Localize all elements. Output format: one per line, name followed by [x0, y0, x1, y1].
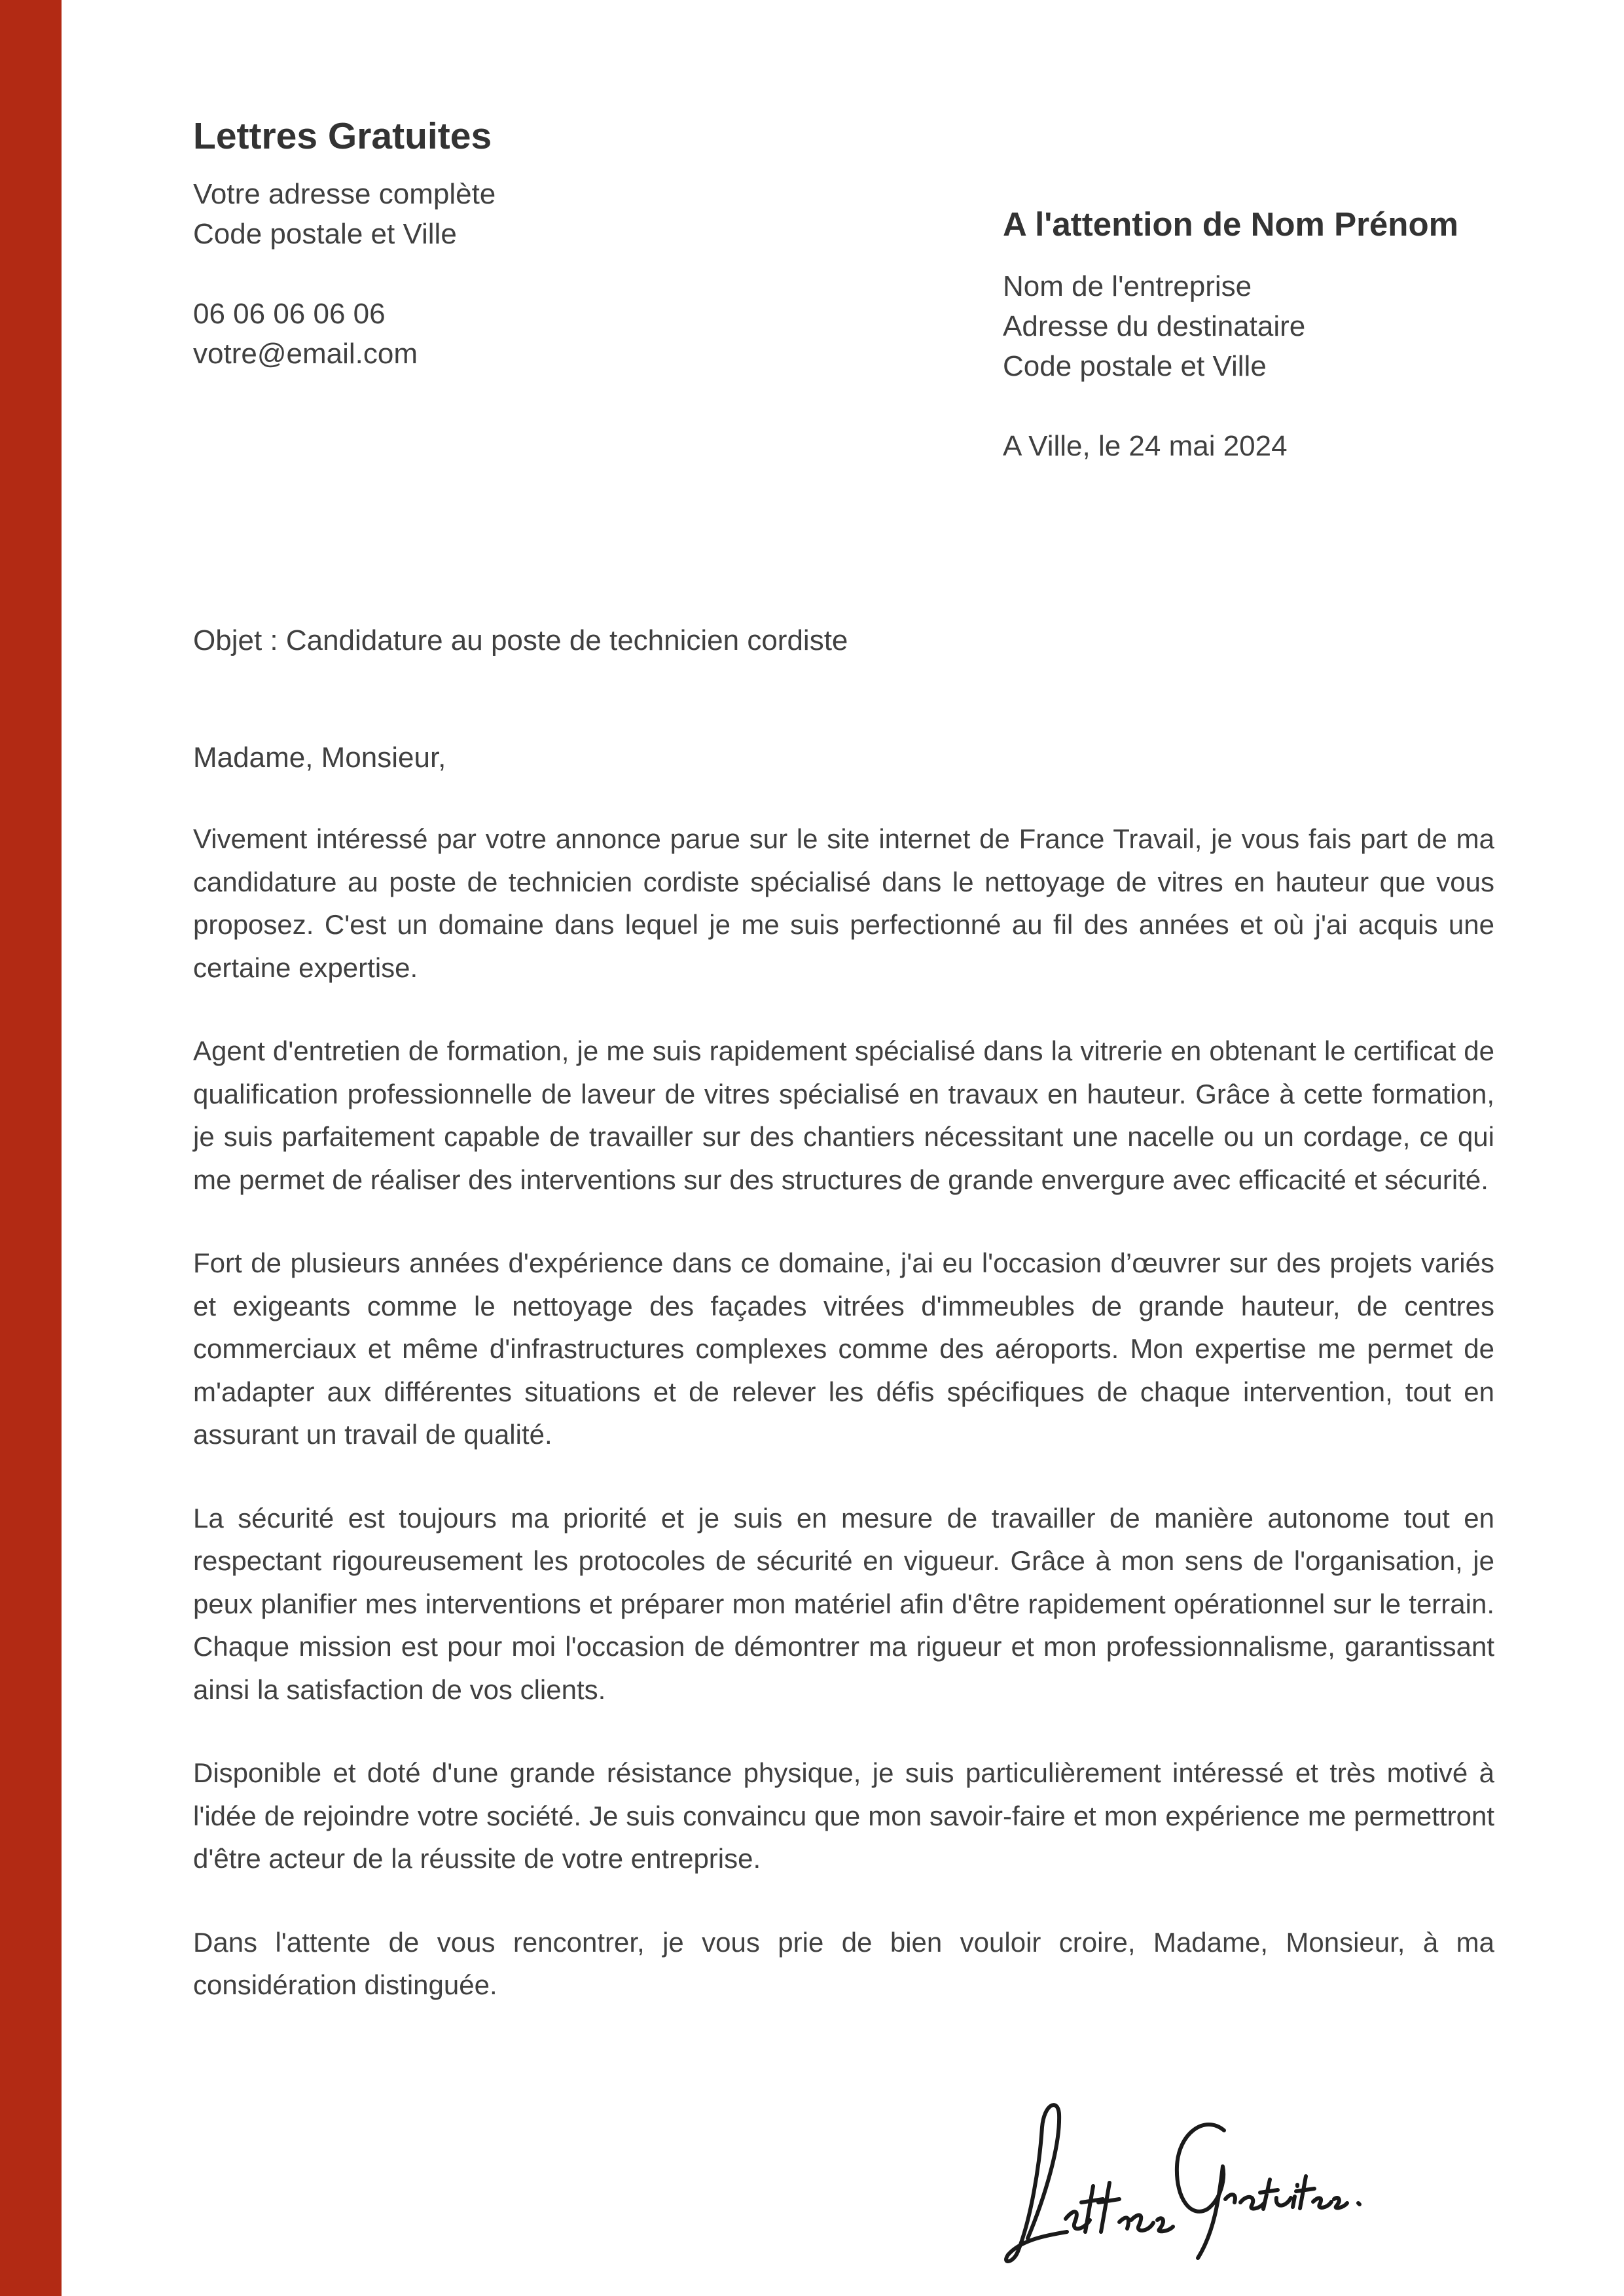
spacer [193, 254, 782, 294]
sender-name: Lettres Gratuites [193, 115, 492, 157]
date-line: A Ville, le 24 mai 2024 [1003, 430, 1288, 462]
sender-block [193, 110, 782, 374]
accent-side-bar [0, 0, 62, 2296]
letter-subject: Objet : Candidature au poste de technicien cordiste [193, 624, 848, 656]
recipient-block [1003, 201, 1592, 466]
spacer [1003, 386, 1592, 426]
recipient-address: Adresse du destinataire [1003, 310, 1306, 342]
sender-address-line1: Votre adresse complète [193, 178, 496, 210]
recipient-city: Code postale et Ville [1003, 350, 1267, 382]
sender-phone: 06 06 06 06 06 [193, 298, 386, 330]
salutation: Madame, Monsieur, [193, 742, 446, 774]
paragraph-4: La sécurité est toujours ma priorité et je suis en mesure de travailler de manière autonome tout en respectant rigoureusement les protocoles de sécurité en vigueur. Grâce à mon sens de l'organisation, je peux planifier mes interventions et préparer mon matériel afin d'être rapidement opérationnel sur le terrain. Chaque mission est pour moi l'occasion de démontrer ma rigueur et mon professionnalisme, garantissant ainsi la satisfaction de vos clients. [193, 1502, 1494, 1705]
sender-address-line2: Code postale et Ville [193, 218, 457, 250]
paragraph-3: Fort de plusieurs années d'expérience dans ce domaine, j'ai eu l'occasion d’œuvrer sur des projets variés et exigeants comme le nettoyage des façades vitrées d'immeubles de grande hauteur, de centres commerciaux et même d'infrastructures complexes comme des aéroports. Mon expertise me permet de m'adapter aux différentes situations et de relever les défis spécifiques de chaque intervention, tout en assurant un travail de qualité. [193, 1247, 1494, 1450]
sender-email: votre@email.com [193, 338, 418, 370]
handwritten-signature [982, 2068, 1375, 2271]
recipient-attention: A l'attention de Nom Prénom [1003, 206, 1458, 243]
paragraph-5: Disponible et doté d'une grande résistance physique, je suis particulièrement intéressé et très motivé à l'idée de rejoindre votre société. Je suis convaincu que mon savoir-faire et mon expérience me permettront d'être acteur de la réussite de votre entreprise. [193, 1757, 1494, 1874]
letter-body [193, 738, 1494, 2047]
recipient-company: Nom de l'entreprise [1003, 270, 1252, 302]
paragraph-2: Agent d'entretien de formation, je me suis rapidement spécialisé dans la vitrerie en obtenant le certificat de qualification professionnelle de laveur de vitres spécialisé en travaux en hauteur. Grâce à cette formation, je suis parfaitement capable de travailler sur des chantiers nécessitant une nacelle ou un cordage, ce qui me permet de réaliser des interventions sur des structures de grande envergure avec efficacité et sécurité. [193, 1035, 1494, 1195]
paragraph-1: Vivement intéressé par votre annonce parue sur le site internet de France Travail, je vous fais part de ma candidature au poste de technicien cordiste spécialisé dans le nettoyage de vitres en hauteur que vous proposez. C'est un domaine dans lequel je me suis perfectionné au fil des années et où j'ai acquis une certaine expertise. [193, 823, 1494, 983]
paragraph-6: Dans l'attente de vous rencontrer, je vous prie de bien vouloir croire, Madame, Monsieur, à ma considération distinguée. [193, 1926, 1494, 2000]
signature-drawing [982, 2068, 1375, 2271]
